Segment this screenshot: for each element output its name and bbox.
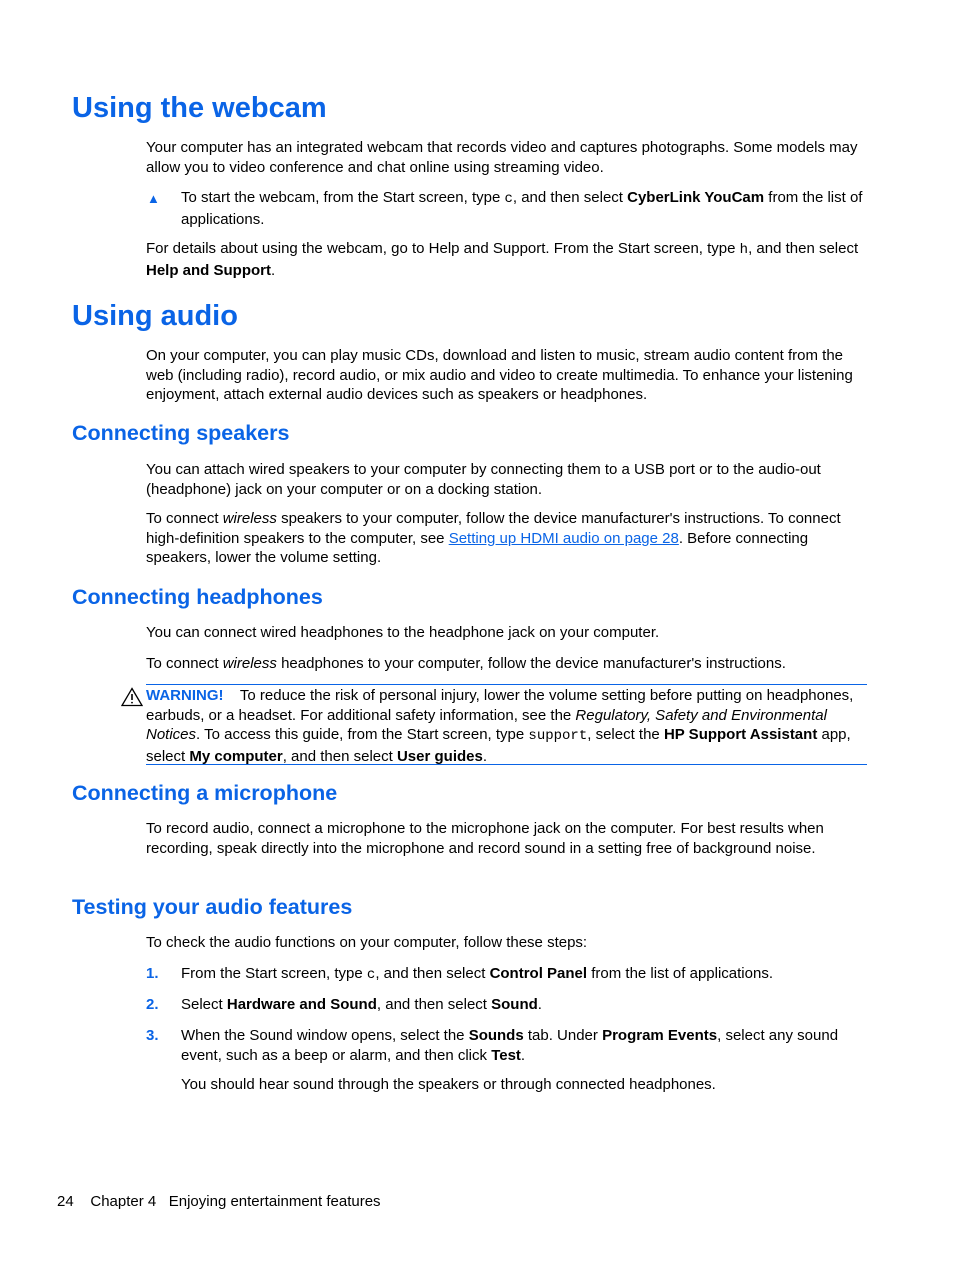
- microphone-paragraph: To record audio, connect a microphone to the microphone jack on the computer. For best results when recording, speak directly into the microphone and record sound in a setting free of background noise.: [146, 820, 824, 857]
- subsection-title-testing: Testing your audio features: [72, 895, 353, 919]
- warning-box: [146, 684, 867, 765]
- subsection-title-speakers: Connecting speakers: [72, 421, 290, 445]
- webcam-intro-paragraph: Your computer has an integrated webcam that records video and captures photographs. Some models may allow you to video conference and chat online using streaming video.: [146, 139, 858, 176]
- subsection-title-headphones: Connecting headphones: [72, 585, 323, 609]
- warning-text: WARNING! To reduce the risk of personal injury, lower the volume setting before putting on headphones, earbuds, or a headset. For additional safety information, see the Regulatory, Safety and Environmental Notices. To access this guide, from the Start screen, type support, select the HP Support Assistant app, select My computer, and then select User guides.: [146, 687, 854, 765]
- testing-intro-paragraph: To check the audio functions on your computer, follow these steps:: [146, 934, 588, 951]
- step-2-text: Select Hardware and Sound, and then select Sound.: [181, 996, 542, 1013]
- step-3-note: You should hear sound through the speakers or through connected headphones.: [181, 1076, 716, 1093]
- footer-chapter-title: Enjoying entertainment features: [168, 1193, 381, 1210]
- section-title-webcam: Using the webcam: [72, 92, 327, 124]
- step-1-text: From the Start screen, type c, and then select Control Panel from the list of applications.: [181, 965, 773, 983]
- hdmi-audio-link[interactable]: Setting up HDMI audio on page 28: [448, 529, 679, 547]
- webcam-start-instruction: To start the webcam, from the Start screen, type c, and then select CyberLink YouCam from the list of applications.: [181, 189, 863, 228]
- section-title-audio: Using audio: [72, 300, 238, 332]
- warning-triangle-icon: [121, 687, 143, 707]
- webcam-help-paragraph: For details about using the webcam, go to Help and Support. From the Start screen, type h, and then select Help and Support.: [146, 240, 859, 279]
- page-number: 24: [57, 1193, 74, 1210]
- headphones-wired-paragraph: You can connect wired headphones to the headphone jack on your computer.: [146, 624, 660, 641]
- subsection-title-microphone: Connecting a microphone: [72, 781, 338, 805]
- triangle-bullet-icon: ▲: [147, 191, 160, 206]
- speakers-wired-paragraph: You can attach wired speakers to your computer by connecting them to a USB port or to the audio-out (headphone) jack on your computer or on a docking station.: [146, 461, 821, 498]
- page-footer: [57, 1192, 381, 1212]
- footer-chapter: Chapter 4: [90, 1193, 157, 1210]
- speakers-wireless-paragraph: To connect wireless speakers to your computer, follow the device manufacturer's instructions. To connect high-definition speakers to the computer, see Setting up HDMI audio on page 28. Before connecting speakers, lower the volume setting.: [146, 510, 841, 566]
- step-number-1: 1.: [146, 965, 159, 982]
- step-number-2: 2.: [146, 996, 159, 1013]
- step-3-text: When the Sound window opens, select the Sounds tab. Under Program Events, select any sound event, such as a beep or alarm, and then click Test.: [181, 1027, 839, 1064]
- headphones-wireless-paragraph: To connect wireless headphones to your computer, follow the device manufacturer's instructions.: [146, 655, 786, 672]
- step-number-3: 3.: [146, 1027, 159, 1044]
- warning-label: WARNING!: [146, 687, 224, 704]
- audio-intro-paragraph: On your computer, you can play music CDs, download and listen to music, stream audio content from the web (including radio), record audio, or mix audio and video to create multimedia. To enhance your listening enjoyment, attach external audio devices such as speakers or headphones.: [146, 347, 853, 403]
